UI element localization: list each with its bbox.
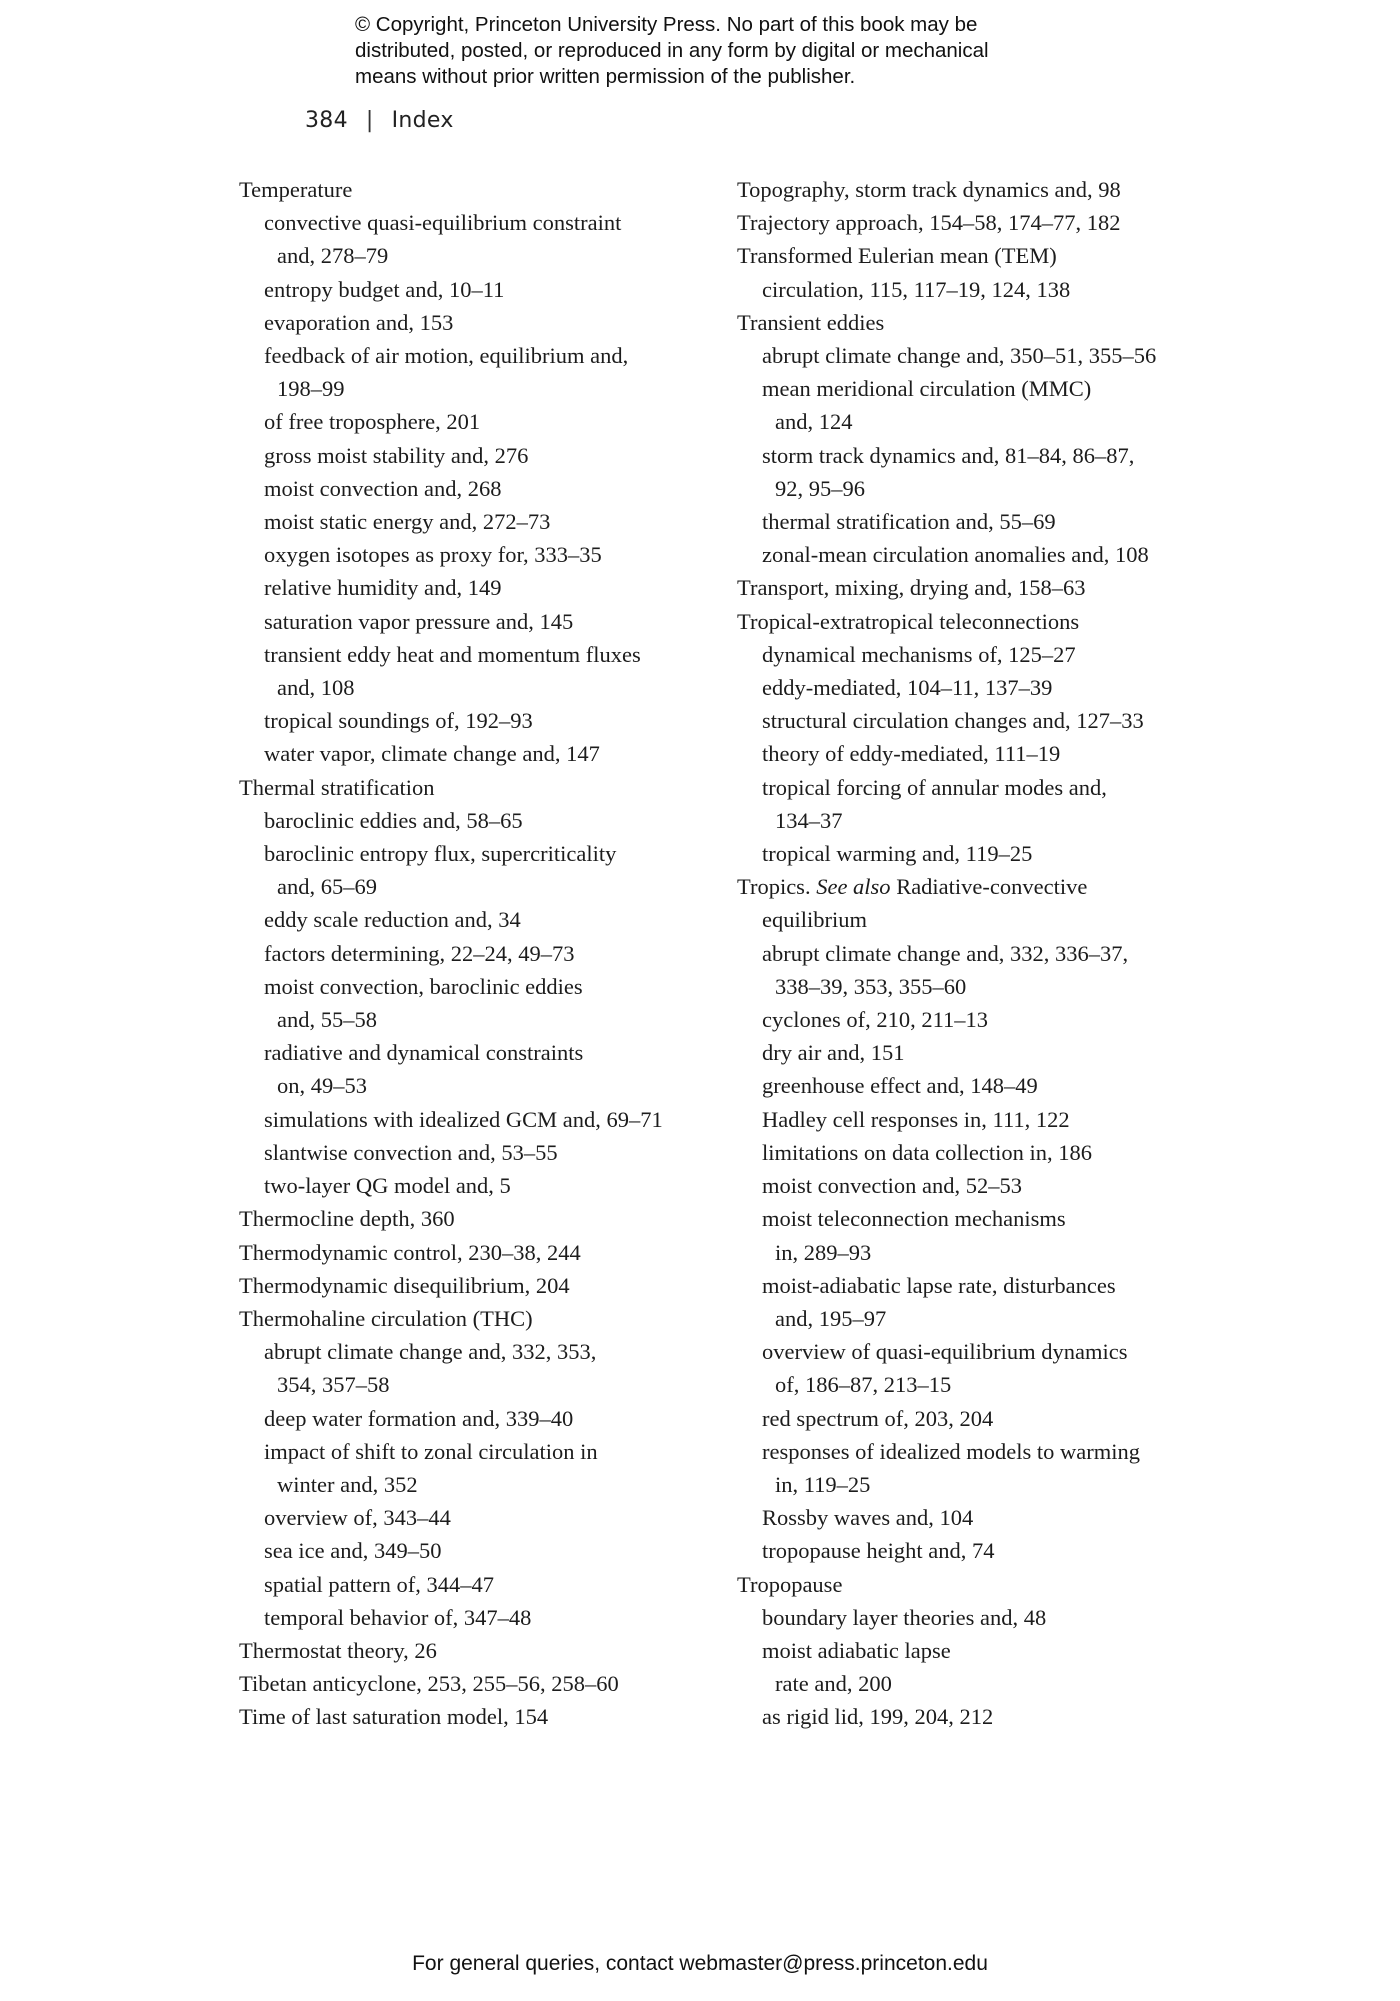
index-subentry: cyclones of, 210, 211–13 <box>762 1007 988 1033</box>
index-subentry: slantwise convection and, 53–55 <box>264 1139 558 1165</box>
index-subentry: moist convection, baroclinic eddies <box>264 973 583 999</box>
index-column-right <box>737 173 1217 1734</box>
index-subentry: overview of quasi-equilibrium dynamics <box>762 1339 1128 1365</box>
index-subentry: abrupt climate change and, 332, 353, <box>264 1339 597 1365</box>
index-entry: Transient eddies <box>737 309 885 335</box>
index-subentry: temporal behavior of, 347–48 <box>264 1604 532 1630</box>
index-subentry: greenhouse effect and, 148–49 <box>762 1073 1038 1099</box>
index-entry: Temperature <box>239 177 353 202</box>
index-subentry: abrupt climate change and, 332, 336–37, <box>762 940 1129 966</box>
index-subentry: moist convection and, 268 <box>264 475 502 501</box>
index-subentry: tropical forcing of annular modes and, <box>762 774 1107 800</box>
index-subentry: water vapor, climate change and, 147 <box>264 741 600 767</box>
index-subentry: saturation vapor pressure and, 145 <box>264 608 574 634</box>
index-subentry: of free troposphere, 201 <box>264 409 481 435</box>
footer-text: For general queries, contact webmaster@press.princeton.edu <box>412 1952 988 1975</box>
index-column-left <box>239 173 709 1734</box>
section-title: Index <box>391 108 454 133</box>
index-subentry: transient eddy heat and momentum fluxes <box>264 641 641 667</box>
index-entry: Thermohaline circulation (THC) <box>239 1305 533 1331</box>
running-head <box>305 108 454 133</box>
index-subentry: tropopause height and, 74 <box>762 1538 995 1564</box>
index-subentry: on, 49–53 <box>277 1073 367 1099</box>
index-subentry: evaporation and, 153 <box>264 309 454 335</box>
index-entry: Topography, storm track dynamics and, 98 <box>737 177 1121 202</box>
index-subentry: 198–99 <box>277 376 345 402</box>
running-head-separator: | <box>365 108 374 133</box>
index-subentry: abrupt climate change and, 350–51, 355–56 <box>762 343 1157 369</box>
index-subentry: two-layer QG model and, 5 <box>264 1173 511 1199</box>
index-entry: Thermal stratification <box>239 774 435 800</box>
page-number: 384 <box>305 108 348 133</box>
index-subentry: red spectrum of, 203, 204 <box>762 1405 994 1431</box>
index-subentry: in, 119–25 <box>775 1471 871 1497</box>
index-subentry: equilibrium <box>762 907 867 933</box>
index-subentry: deep water formation and, 339–40 <box>264 1405 574 1431</box>
index-subentry: tropical warming and, 119–25 <box>762 841 1033 867</box>
index-subentry: Rossby waves and, 104 <box>762 1505 974 1531</box>
index-subentry: in, 289–93 <box>775 1239 872 1265</box>
index-subentry: moist static energy and, 272–73 <box>264 509 551 535</box>
index-subentry: of, 186–87, 213–15 <box>775 1372 952 1398</box>
index-entry: Trajectory approach, 154–58, 174–77, 182 <box>737 210 1121 236</box>
index-subentry: factors determining, 22–24, 49–73 <box>264 940 575 966</box>
index-subentry: structural circulation changes and, 127–33 <box>762 708 1144 734</box>
index-subentry: storm track dynamics and, 81–84, 86–87, <box>762 442 1135 468</box>
index-subentry: tropical soundings of, 192–93 <box>264 708 533 734</box>
index-entry: Time of last saturation model, 154 <box>239 1704 549 1730</box>
index-entry: Tropopause <box>737 1571 843 1597</box>
copyright-notice <box>355 12 1115 90</box>
index-subentry: thermal stratification and, 55–69 <box>762 509 1056 535</box>
index-subentry: entropy budget and, 10–11 <box>264 276 505 302</box>
index-subentry: baroclinic eddies and, 58–65 <box>264 807 523 833</box>
index-entry <box>737 870 1217 903</box>
copyright-line: © Copyright, Princeton University Press. No part of this book may be <box>355 13 978 36</box>
index-entry: Thermodynamic control, 230–38, 244 <box>239 1239 581 1265</box>
copyright-line: distributed, posted, or reproduced in any form by digital or mechanical <box>355 39 989 62</box>
index-subentry: theory of eddy-mediated, 111–19 <box>762 741 1061 767</box>
index-subentry: moist-adiabatic lapse rate, disturbances <box>762 1272 1116 1298</box>
index-subentry: impact of shift to zonal circulation in <box>264 1438 598 1464</box>
index-subentry: Hadley cell responses in, 111, 122 <box>762 1106 1070 1132</box>
index-subentry: spatial pattern of, 344–47 <box>264 1571 494 1597</box>
index-subentry: boundary layer theories and, 48 <box>762 1604 1047 1630</box>
index-subentry: limitations on data collection in, 186 <box>762 1139 1092 1165</box>
index-subentry: 354, 357–58 <box>277 1372 390 1398</box>
index-subentry: and, 124 <box>775 409 853 435</box>
index-subentry: winter and, 352 <box>277 1471 418 1497</box>
index-entry: Tibetan anticyclone, 253, 255–56, 258–60 <box>239 1671 619 1697</box>
index-subentry: zonal-mean circulation anomalies and, 108 <box>762 542 1149 568</box>
index-subentry: sea ice and, 349–50 <box>264 1538 442 1564</box>
see-also-reference: See also <box>816 874 891 900</box>
index-subentry: moist adiabatic lapse <box>762 1637 951 1663</box>
index-subentry: gross moist stability and, 276 <box>264 442 529 468</box>
index-subentry: 338–39, 353, 355–60 <box>775 973 967 999</box>
index-entry: Thermocline depth, 360 <box>239 1206 455 1232</box>
index-entry: Transport, mixing, drying and, 158–63 <box>737 575 1086 601</box>
index-subentry: feedback of air motion, equilibrium and, <box>264 343 629 369</box>
index-subentry: as rigid lid, 199, 204, 212 <box>762 1704 994 1730</box>
index-subentry: dry air and, 151 <box>762 1040 905 1066</box>
index-subentry: and, 65–69 <box>277 874 377 900</box>
index-entry: Transformed Eulerian mean (TEM) <box>737 243 1057 269</box>
index-entry: Thermodynamic disequilibrium, 204 <box>239 1272 570 1298</box>
index-entry-term: Tropics. <box>737 874 811 900</box>
see-also-target: Radiative-convective <box>896 874 1088 900</box>
index-subentry: moist convection and, 52–53 <box>762 1173 1022 1199</box>
index-subentry: simulations with idealized GCM and, 69–71 <box>264 1106 663 1132</box>
index-subentry: relative humidity and, 149 <box>264 575 502 601</box>
index-subentry: rate and, 200 <box>775 1671 892 1697</box>
index-entry: Thermostat theory, 26 <box>239 1637 437 1663</box>
index-subentry: and, 278–79 <box>277 243 389 269</box>
index-subentry: convective quasi-equilibrium constraint <box>264 210 622 236</box>
index-subentry: overview of, 343–44 <box>264 1505 451 1531</box>
index-subentry: and, 55–58 <box>277 1007 377 1033</box>
index-entry: Tropical-extratropical teleconnections <box>737 608 1080 634</box>
index-subentry: baroclinic entropy flux, supercriticality <box>264 841 617 867</box>
index-subentry: dynamical mechanisms of, 125–27 <box>762 641 1076 667</box>
index-subentry: 92, 95–96 <box>775 475 865 501</box>
index-subentry: oxygen isotopes as proxy for, 333–35 <box>264 542 602 568</box>
index-subentry: eddy-mediated, 104–11, 137–39 <box>762 675 1053 701</box>
copyright-line: means without prior written permission of the publisher. <box>355 65 856 88</box>
index-subentry: radiative and dynamical constraints <box>264 1040 584 1066</box>
index-subentry: moist teleconnection mechanisms <box>762 1206 1066 1232</box>
index-subentry: mean meridional circulation (MMC) <box>762 376 1092 402</box>
index-subentry: and, 195–97 <box>775 1305 887 1331</box>
index-subentry: 134–37 <box>775 807 843 833</box>
index-subentry: responses of idealized models to warming <box>762 1438 1141 1464</box>
index-subentry: circulation, 115, 117–19, 124, 138 <box>762 276 1071 302</box>
footer <box>0 1952 1400 1976</box>
index-subentry: eddy scale reduction and, 34 <box>264 907 521 933</box>
index-subentry: and, 108 <box>277 675 355 701</box>
